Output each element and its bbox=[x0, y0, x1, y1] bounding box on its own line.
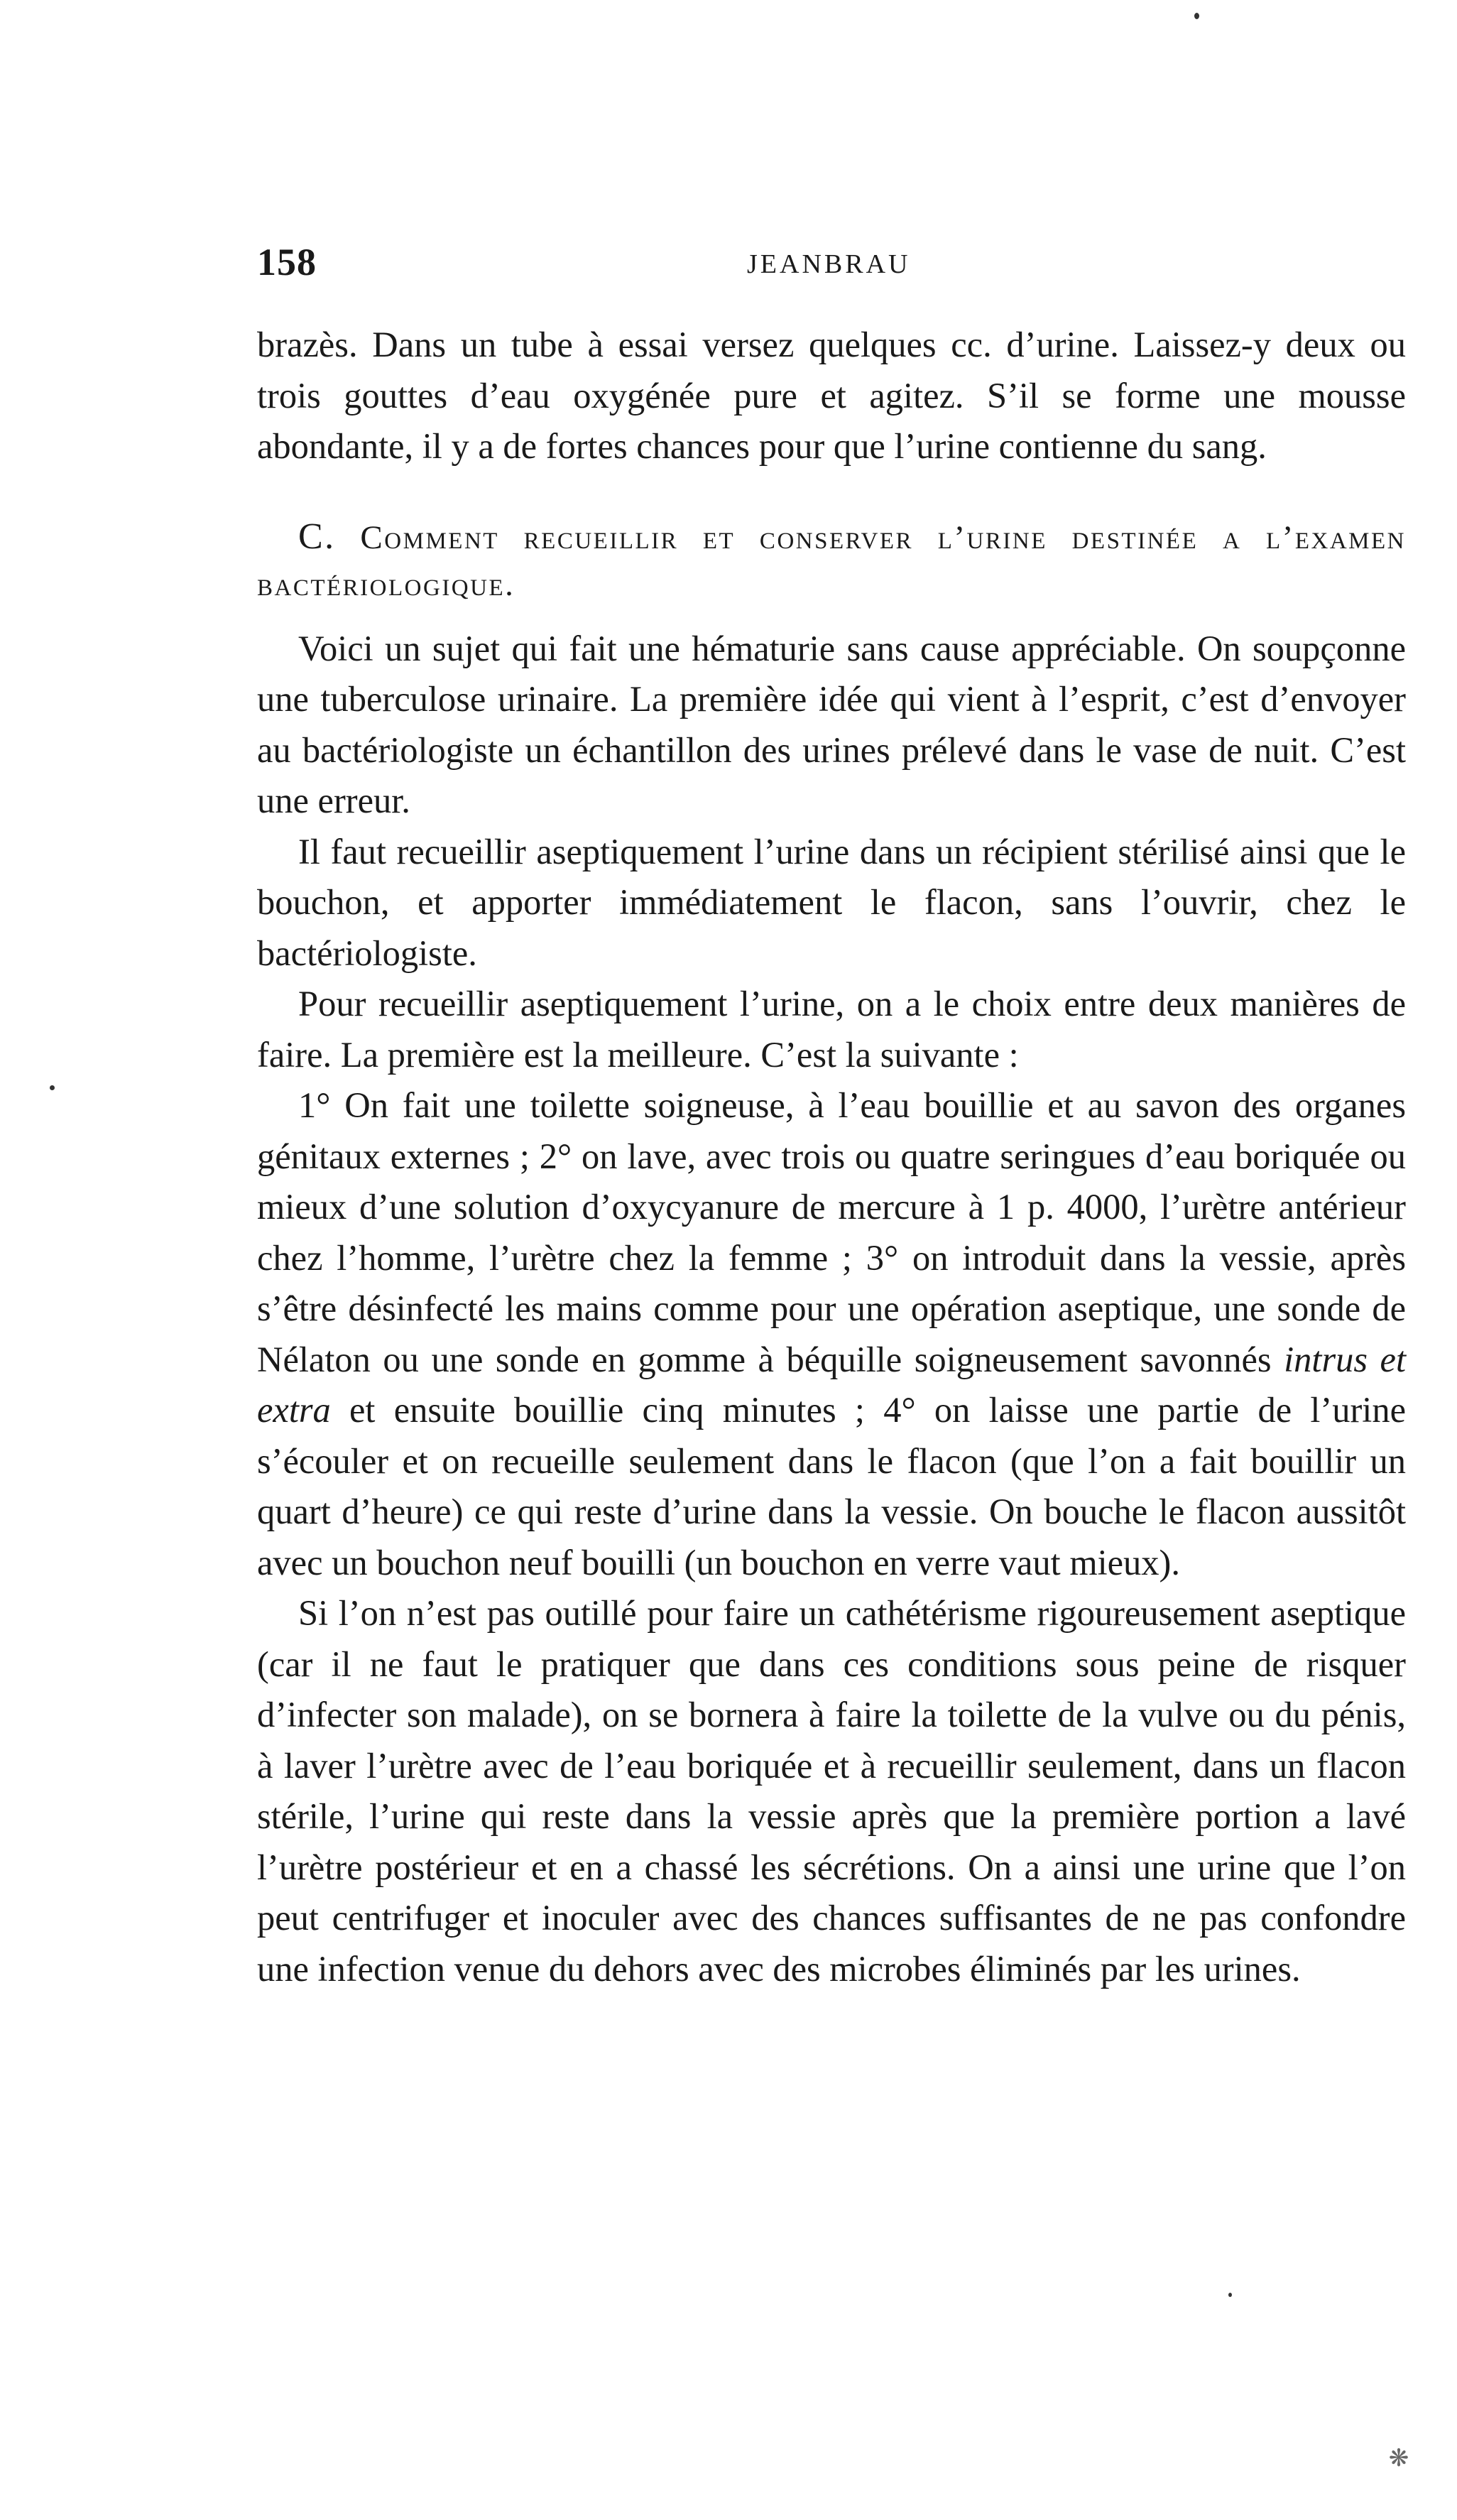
paragraph-4-italic: intrus et extra bbox=[257, 1339, 1407, 1430]
section-heading-letter: C. bbox=[298, 516, 336, 557]
page-number: 158 bbox=[257, 241, 317, 283]
paragraph-3: Pour recueillir aseptiquement l’urine, on a le choix entre deux manières de faire. La première est la meilleure. C’est la suivante : bbox=[257, 984, 1406, 1075]
scan-speck-right bbox=[1228, 2293, 1232, 2297]
section-heading-text: Comment recueillir et conserver l’urine destinée a l’examen bactériologique. bbox=[257, 518, 1406, 603]
scan-speck-top bbox=[1194, 13, 1199, 19]
body-text bbox=[257, 320, 1406, 1994]
paragraph-1: Voici un sujet qui fait une hématurie sans cause appréciable. On soupçonne une tuberculose urinaire. La première idée qui vient à l’esprit, c’est d’envoyer au bactériologiste un échantillon des urines prélevé dans le vase de nuit. C’est une erreur. bbox=[257, 628, 1406, 820]
paragraph-4 bbox=[257, 1080, 1406, 1588]
paragraph-continuation: brazès. Dans un tube à essai versez quelques cc. d’urine. Laissez-y deux ou trois gouttes d’eau oxygénée pure et agitez. S’il se forme une mousse abondante, il y a de fortes chances pour que l’urine contienne du sang. bbox=[257, 325, 1406, 466]
scan-speck-left bbox=[50, 1085, 55, 1090]
paragraph-4-part-a: 1° On fait une toilette soigneuse, à l’eau bouillie et au savon des organes génitaux externes ; 2° on lave, avec trois ou quatre seringues d’eau boriquée ou mieux d’une solution d’oxycyanure de mercure à 1 p. 4000, l’urètre antérieur chez l’homme, l’urètre chez la femme ; 3° on introduit dans la vessie, après s’être désinfecté les mains comme pour une opération aseptique, une sonde de Nélaton ou une sonde en gomme à béquille soigneusement savonnés bbox=[257, 1085, 1406, 1379]
section-heading bbox=[257, 514, 1406, 608]
scan-corner-mark: ❋ bbox=[1388, 2445, 1409, 2472]
paragraph-5: Si l’on n’est pas outillé pour faire un cathétérisme rigoureusement aseptique (car il ne faut le pratiquer que dans ces conditions sous peine de risquer d’infecter son malade), on se bornera à faire la toilette de la vulve ou du pénis, à laver l’urètre avec de l’eau boriquée et à recueillir seulement, dans un flacon stérile, l’urine qui reste dans la vessie après que la première portion a lavé l’urètre postérieur et en a chassé les sécrétions. On a ainsi une urine que l’on peut centrifuger et inoculer avec des chances suffisantes de ne pas confondre une infection venue du dehors avec des microbes éliminés par les urines. bbox=[257, 1593, 1406, 1989]
page-header bbox=[257, 240, 1406, 290]
paragraph-4-part-b: et ensuite bouillie cinq minutes ; 4° on laisse une partie de l’urine s’écouler et on recueille seulement dans le flacon (que l’on a fait bouillir un quart d’heure) ce qui reste d’urine dans la vessie. On bouche le flacon aussitôt avec un bouchon neuf bouilli (un bouchon en verre vaut mieux). bbox=[257, 1390, 1406, 1582]
paragraph-2: Il faut recueillir aseptiquement l’urine dans un récipient stérilisé ainsi que le bouchon, et apporter immédiatement le flacon, sans l’ouvrir, chez le bactériologiste. bbox=[257, 831, 1406, 973]
running-head: JEANBRAU bbox=[747, 249, 911, 279]
